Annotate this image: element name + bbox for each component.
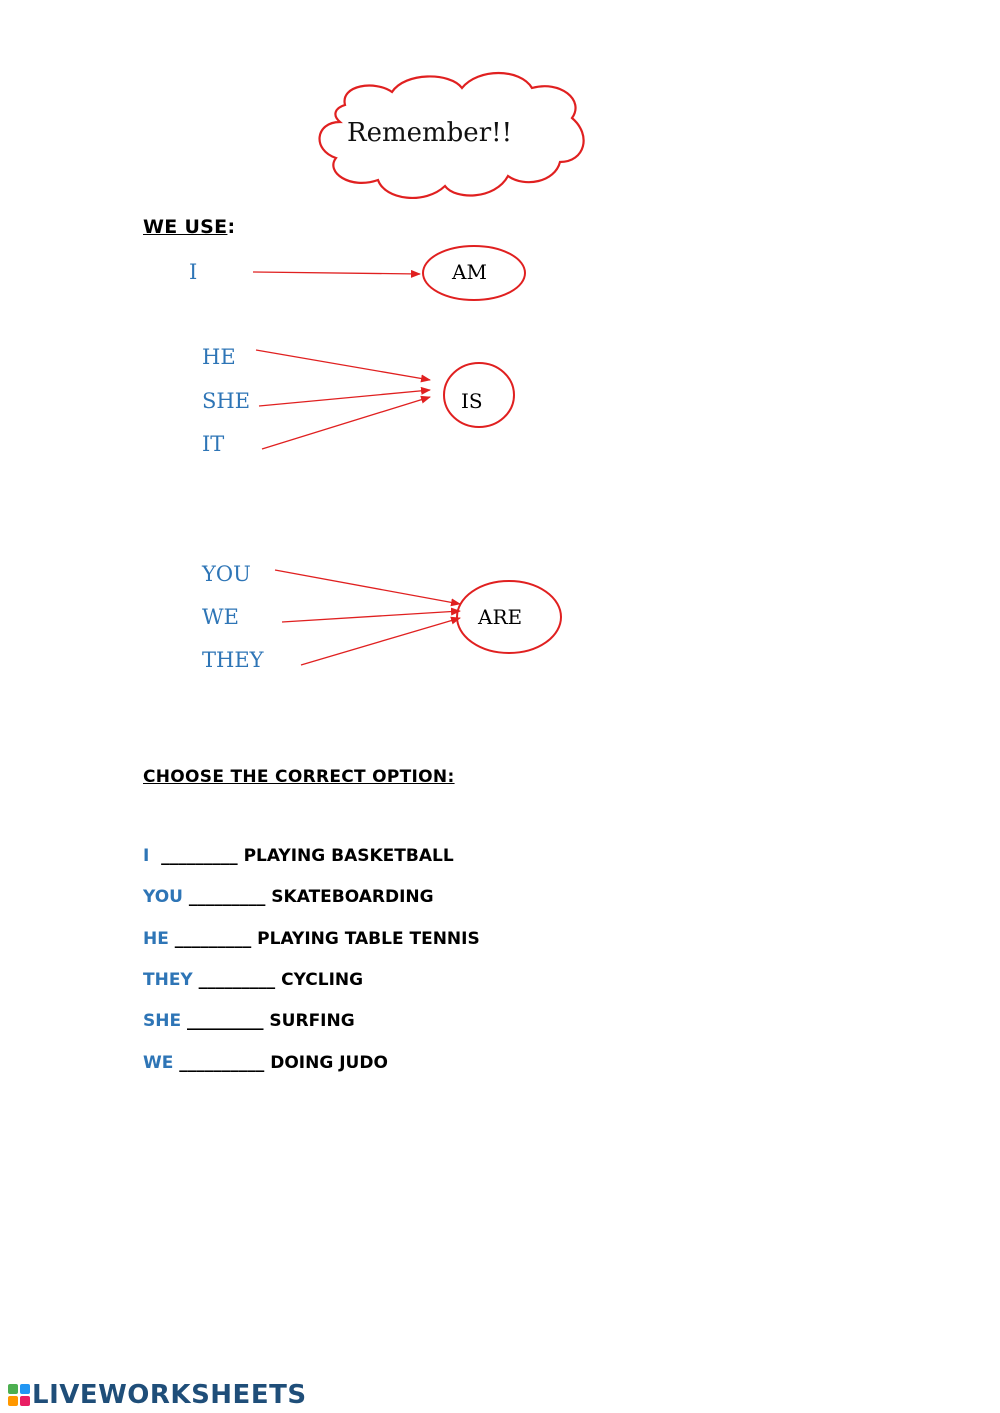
row-pronoun: I (143, 846, 150, 866)
verb-are: ARE (478, 605, 523, 629)
brand-name: LIVEWORKSHEETS (32, 1380, 307, 1410)
liveworksheets-brand[interactable] (8, 1380, 307, 1410)
pronoun-i: I (189, 260, 198, 284)
exercise-row (143, 887, 434, 907)
we-use-colon: : (227, 216, 236, 238)
pronoun-it: IT (202, 432, 225, 456)
arrow-they-are (301, 618, 460, 665)
row-text: SKATEBOARDING (265, 887, 434, 907)
arrow-i-am (253, 272, 420, 274)
exercise-row (143, 970, 363, 990)
row-text: CYCLING (275, 970, 364, 990)
row-pronoun: WE (143, 1053, 174, 1073)
exercise-row (143, 929, 480, 949)
we-use-label: WE USE (143, 216, 228, 238)
answer-blank[interactable]: _________ (192, 970, 276, 990)
arrow-he-is (256, 350, 430, 380)
verb-am: AM (452, 260, 487, 284)
remember-text: Remember!! (347, 118, 513, 148)
row-text: PLAYING TABLE TENNIS (251, 929, 480, 949)
liveworksheets-logo-icon (8, 1384, 30, 1406)
pronoun-you: YOU (202, 562, 251, 586)
answer-blank[interactable]: _________ (182, 887, 266, 907)
we-use-heading (143, 216, 235, 238)
verb-is: IS (461, 389, 483, 413)
exercise-heading: CHOOSE THE CORRECT OPTION: (143, 767, 455, 787)
row-text: SURFING (263, 1011, 355, 1031)
pronoun-they: THEY (202, 648, 264, 672)
row-pronoun: YOU (143, 887, 183, 907)
row-pronoun: SHE (143, 1011, 182, 1031)
answer-blank[interactable]: _________ (149, 846, 238, 866)
exercise-row (143, 846, 454, 866)
pronoun-he: HE (202, 345, 236, 369)
row-pronoun: THEY (143, 970, 193, 990)
answer-blank[interactable]: __________ (173, 1053, 265, 1073)
row-pronoun: HE (143, 929, 169, 949)
row-text: PLAYING BASKETBALL (237, 846, 454, 866)
row-text: DOING JUDO (264, 1053, 388, 1073)
arrow-we-are (282, 611, 460, 622)
arrow-she-is (259, 390, 430, 406)
pronoun-she: SHE (202, 389, 251, 413)
exercise-row (143, 1011, 355, 1031)
pronoun-we: WE (202, 605, 239, 629)
exercise-row (143, 1053, 388, 1073)
answer-blank[interactable]: _________ (168, 929, 252, 949)
answer-blank[interactable]: _________ (181, 1011, 264, 1031)
arrow-you-are (275, 570, 460, 604)
arrow-it-is (262, 397, 430, 449)
